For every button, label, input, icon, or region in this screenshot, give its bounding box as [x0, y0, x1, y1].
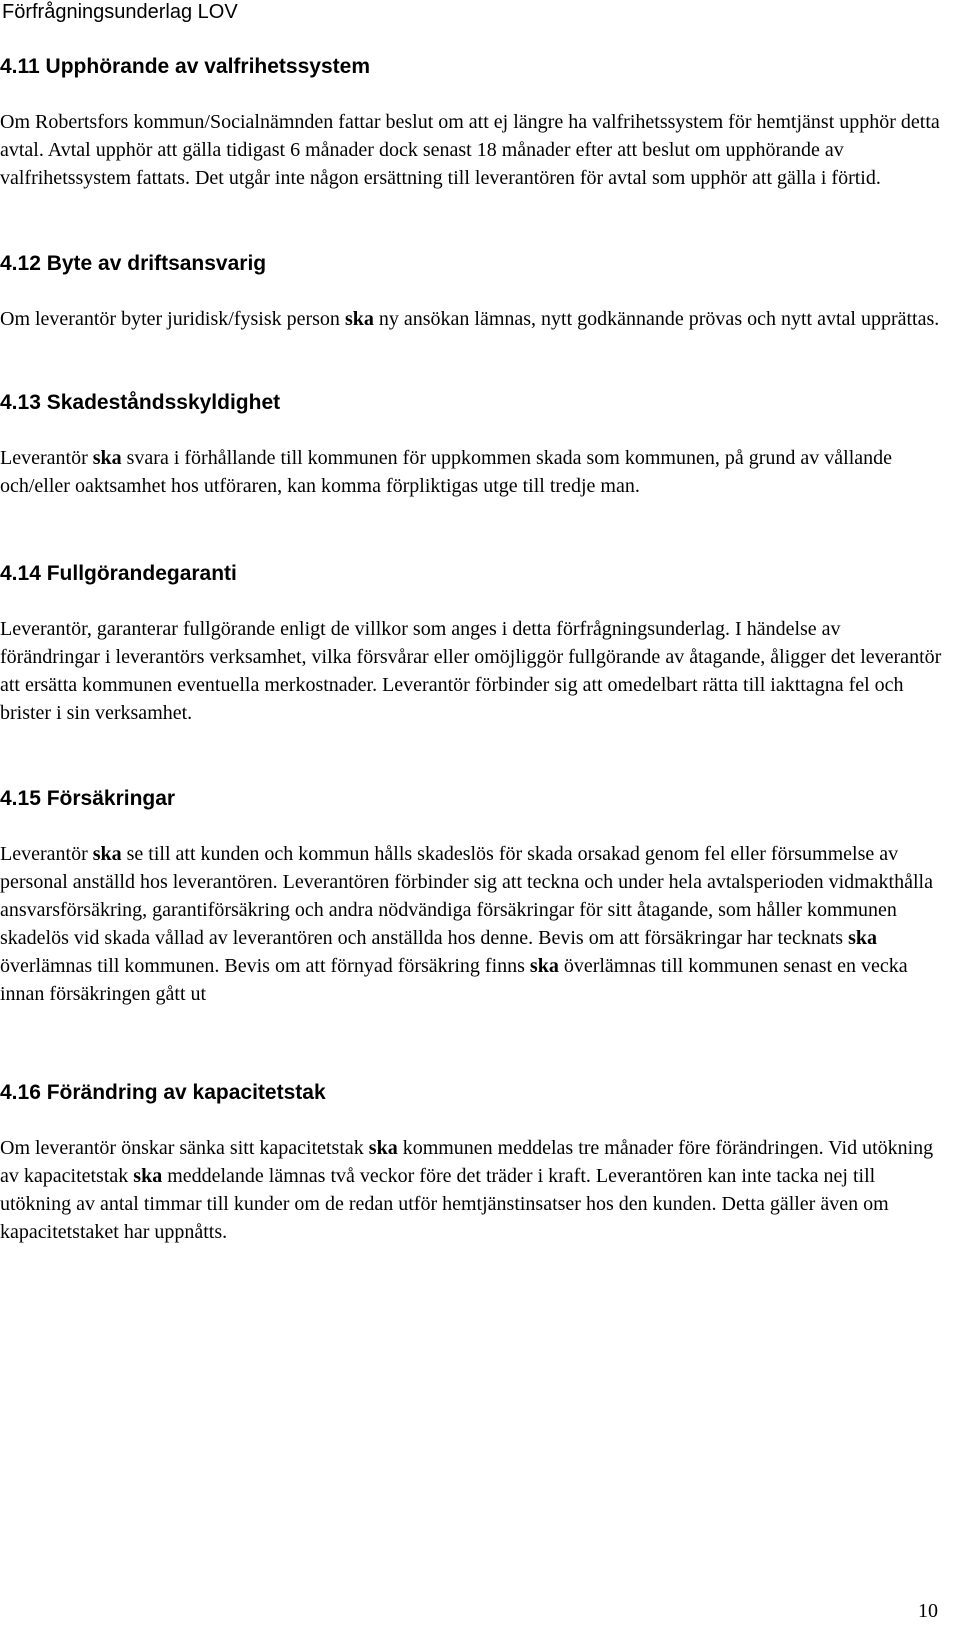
section-paragraph — [0, 615, 945, 727]
emphasis-text: ska — [848, 927, 877, 949]
emphasis-text: ska — [368, 1137, 398, 1159]
text-run: överlämnas till kommunen. Bevis om att förnyad försäkring finns — [0, 955, 530, 977]
section-4-13 — [0, 390, 945, 500]
text-run: Leverantör — [0, 843, 93, 865]
text-run: Leverantör, garanterar fullgörande enligt de villkor som anges i detta förfrågningsunderlag. I händelse av förändringar i leverantörs verksamhet, vilka försvårar eller omöjliggör fullgörande av åtagande, åligger det leverantör att ersätta kommunen eventuella merkostnader. Leverantör förbinder sig att omedelbart rätta till iakttagna fel och brister i sin verksamhet. — [0, 618, 942, 724]
text-run: Om leverantör byter juridisk/fysisk person — [0, 308, 345, 330]
running-header: Förfrågningsunderlag LOV — [2, 1, 238, 23]
emphasis-text: ska — [92, 843, 122, 865]
section-paragraph — [0, 305, 945, 333]
section-4-11 — [0, 54, 945, 192]
emphasis-text: ska — [344, 308, 374, 330]
section-paragraph — [0, 108, 945, 192]
section-paragraph — [0, 1134, 945, 1246]
text-run: se till att kunden och kommun hålls skadeslös för skada orsakad genom fel eller försummelse av personal anställd hos leverantören. Leverantören förbinder sig att teckna och under hela avtalsperioden vidmakthålla ansvarsförsäkring, garantiförsäkring och andra nödvändiga försäkringar för sitt åtagande, som håller kommunen skadelös vid skada vållad av leverantören och anställda hos denne. Bevis om att försäkringar har tecknats — [0, 843, 933, 949]
section-paragraph — [0, 444, 945, 500]
page-number: 10 — [918, 1600, 938, 1622]
section-4-12 — [0, 251, 945, 333]
emphasis-text: ska — [529, 955, 559, 977]
section-heading: 4.11 Upphörande av valfrihetssystem — [0, 55, 370, 78]
section-paragraph — [0, 840, 945, 1008]
text-run: kommunen meddelas tre månader före förändringen. Vid utökning av kapacitetstak — [0, 1137, 934, 1187]
section-heading: 4.14 Fullgörandegaranti — [0, 562, 237, 585]
text-run: överlämnas till kommunen senast en vecka innan försäkringen gått ut — [0, 955, 908, 1005]
text-run: Om Robertsfors kommun/Socialnämnden fattar beslut om att ej längre ha valfrihetssystem för hemtjänst upphör detta avtal. Avtal upphör att gälla tidigast 6 månader dock senast 18 månader efter att beslut om upphörande av valfrihetssystem fattats. Det utgår inte någon ersättning till leverantören för avtal som upphör att gälla i förtid. — [0, 111, 940, 189]
emphasis-text: ska — [92, 447, 122, 469]
section-heading: 4.13 Skadeståndsskyldighet — [0, 391, 281, 414]
section-4-15 — [0, 786, 945, 1008]
emphasis-text: ska — [133, 1165, 163, 1187]
text-run: svara i förhållande till kommunen för uppkommen skada som kommunen, på grund av vållande och/eller oaktsamhet hos utföraren, kan komma förpliktigas utge till tredje man. — [0, 447, 893, 497]
section-heading: 4.16 Förändring av kapacitetstak — [0, 1081, 326, 1104]
section-4-14 — [0, 561, 945, 727]
section-heading: 4.15 Försäkringar — [0, 787, 176, 810]
text-run: Om leverantör önskar sänka sitt kapacitetstak — [0, 1137, 369, 1159]
text-run: ny ansökan lämnas, nytt godkännande prövas och nytt avtal upprättas. — [373, 308, 940, 330]
section-4-16 — [0, 1080, 945, 1246]
text-run: Leverantör — [0, 447, 93, 469]
section-heading: 4.12 Byte av driftsansvarig — [0, 252, 267, 275]
text-run: meddelande lämnas två veckor före det träder i kraft. Leverantören kan inte tacka nej till utökning av antal timmar till kunder om de redan utför hemtjänstinsatser hos den kunden. Detta gäller även om kapacitetstaket har uppnåtts. — [0, 1165, 889, 1243]
